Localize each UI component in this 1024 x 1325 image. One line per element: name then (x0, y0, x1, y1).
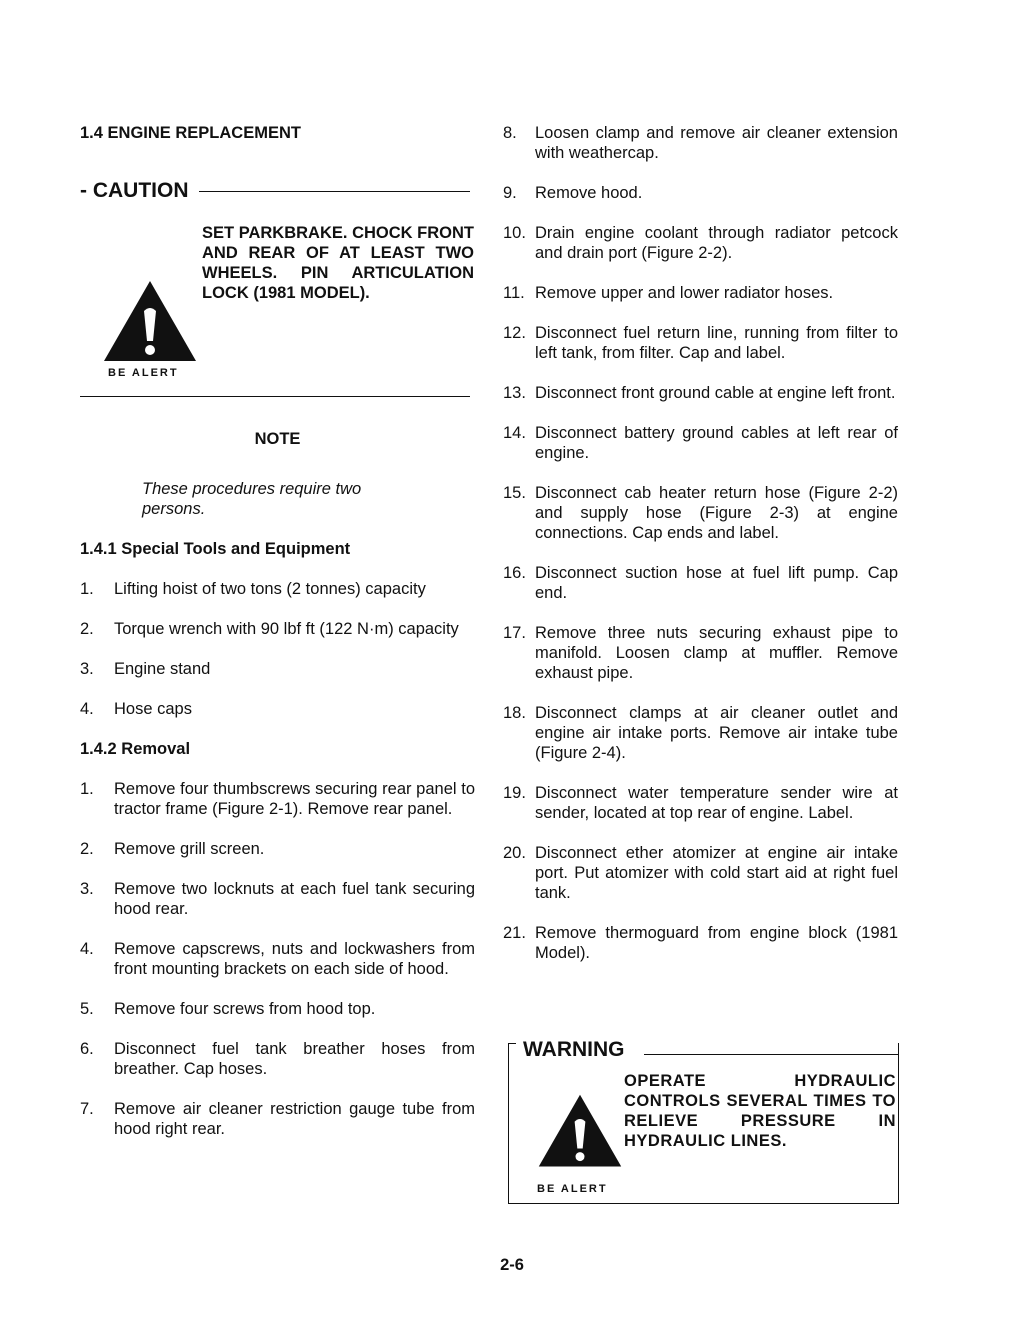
item-text: Disconnect battery ground cables at left rear of engine. (535, 424, 898, 462)
item-text: Disconnect fuel tank breather hoses from breather. Cap hoses. (114, 1040, 475, 1078)
item-number: 1. (80, 580, 94, 598)
list-item (503, 703, 898, 763)
caution-rule (199, 191, 471, 192)
caution-bottom-rule (80, 396, 470, 397)
list-item (503, 563, 898, 603)
item-text: Remove hood. (535, 184, 643, 202)
list-item (80, 1039, 475, 1079)
list-item (80, 1099, 475, 1139)
item-number: 4. (80, 940, 94, 958)
list-item (503, 783, 898, 823)
item-text: Lifting hoist of two tons (2 tonnes) capacity (114, 580, 426, 598)
item-number: 20. (503, 844, 526, 862)
item-text: Disconnect ether atomizer at engine air intake port. Put atomizer with cold start aid at right fuel tank. (535, 844, 898, 902)
item-number: 18. (503, 704, 526, 722)
warning-top-rule (644, 1054, 898, 1055)
list-item (80, 999, 475, 1019)
item-number: 3. (80, 660, 94, 678)
list-item (503, 183, 898, 203)
list-item (503, 843, 898, 903)
item-number: 15. (503, 484, 526, 502)
list-item (80, 659, 475, 679)
list-item (503, 283, 898, 303)
list-item (80, 699, 475, 719)
item-number: 13. (503, 384, 526, 402)
item-text: Remove two locknuts at each fuel tank securing hood rear. (114, 880, 475, 918)
item-number: 5. (80, 1000, 94, 1018)
warning-triangle-icon (102, 279, 198, 363)
section-title: 1.4 ENGINE REPLACEMENT (80, 124, 301, 142)
item-text: Disconnect fuel return line, running from filter to left tank, from filter. Cap and label. (535, 324, 898, 362)
item-text: Remove capscrews, nuts and lockwashers from front mounting brackets on each side of hood. (114, 940, 475, 978)
caution-title: - CAUTION (80, 179, 189, 202)
list-item (503, 483, 898, 543)
list-item (80, 879, 475, 919)
item-number: 4. (80, 700, 94, 718)
item-text: Disconnect front ground cable at engine left front. (535, 384, 896, 402)
item-text: Remove four screws from hood top. (114, 1000, 376, 1018)
removal-list-left (80, 779, 475, 1139)
item-text: Loosen clamp and remove air cleaner extension with weathercap. (535, 124, 898, 162)
item-text: Disconnect cab heater return hose (Figure 2-2) and supply hose (Figure 2-3) at engine connections. Cap ends and label. (535, 484, 898, 542)
item-number: 14. (503, 424, 526, 442)
warning-triangle-icon (537, 1093, 623, 1168)
list-item (80, 619, 475, 639)
warning-corner-rule (508, 1043, 516, 1054)
note-title: NOTE (254, 430, 301, 448)
warning-box (508, 1038, 899, 1204)
alert-caption: BE ALERT (537, 1183, 608, 1195)
item-number: 1. (80, 780, 94, 798)
item-text: Remove four thumbscrews securing rear panel to tractor frame (Figure 2-1). Remove rear panel. (114, 780, 475, 818)
item-number: 21. (503, 924, 526, 942)
caution-text: SET PARKBRAKE. CHOCK FRONT AND REAR OF AT LEAST TWO WHEELS. PIN ARTICULATION LOCK (1981 MODEL). (202, 224, 474, 302)
item-number: 6. (80, 1040, 94, 1058)
list-item (503, 323, 898, 363)
list-item (80, 839, 475, 859)
item-number: 11. (503, 284, 525, 302)
item-text: Torque wrench with 90 lbf ft (122 N·m) capacity (114, 620, 459, 638)
item-number: 12. (503, 324, 526, 342)
item-text: Disconnect clamps at air cleaner outlet and engine air intake ports. Remove air intake tube (Figure 2-4). (535, 704, 898, 762)
item-number: 9. (503, 184, 517, 202)
item-text: Drain engine coolant through radiator petcock and drain port (Figure 2-2). (535, 224, 898, 262)
item-number: 16. (503, 564, 526, 582)
list-item (503, 383, 898, 403)
list-item (503, 623, 898, 683)
list-item (503, 123, 898, 163)
list-item (80, 579, 475, 599)
list-item (80, 939, 475, 979)
item-number: 3. (80, 880, 94, 898)
item-text: Hose caps (114, 700, 192, 718)
alert-caption: BE ALERT (108, 367, 179, 379)
item-number: 2. (80, 840, 94, 858)
removal-heading: 1.4.2 Removal (80, 740, 191, 758)
page-number: 2-6 (500, 1256, 524, 1274)
warning-title: WARNING (523, 1038, 625, 1061)
item-number: 2. (80, 620, 94, 638)
list-item (80, 779, 475, 819)
caution-block (80, 201, 475, 379)
item-text: Remove thermoguard from engine block (1981 Model). (535, 924, 898, 962)
item-number: 10. (503, 224, 526, 242)
item-text: Remove air cleaner restriction gauge tube from hood right rear. (114, 1100, 475, 1138)
item-number: 7. (80, 1100, 94, 1118)
special-tools-heading: 1.4.1 Special Tools and Equipment (80, 540, 351, 558)
item-text: Remove upper and lower radiator hoses. (535, 284, 834, 302)
caution-header (80, 181, 475, 201)
item-text: Disconnect suction hose at fuel lift pump. Cap end. (535, 564, 898, 602)
list-item (503, 423, 898, 463)
list-item (503, 223, 898, 263)
left-column (80, 123, 475, 1139)
item-text: Engine stand (114, 660, 211, 678)
right-column (503, 123, 898, 963)
item-text: Remove three nuts securing exhaust pipe to manifold. Loosen clamp at muffler. Remove exhaust pipe. (535, 624, 898, 682)
special-tools-list (80, 579, 475, 719)
warning-text: OPERATE HYDRAULIC CONTROLS SEVERAL TIMES TO RELIEVE PRESSURE IN HYDRAULIC LINES. (624, 1072, 896, 1150)
item-number: 8. (503, 124, 517, 142)
item-number: 19. (503, 784, 526, 802)
list-item (503, 923, 898, 963)
item-number: 17. (503, 624, 526, 642)
item-text: Remove grill screen. (114, 840, 265, 858)
note-text: These procedures require two persons. (142, 480, 362, 518)
item-text: Disconnect water temperature sender wire at sender, located at top rear of engine. Label. (535, 784, 898, 822)
